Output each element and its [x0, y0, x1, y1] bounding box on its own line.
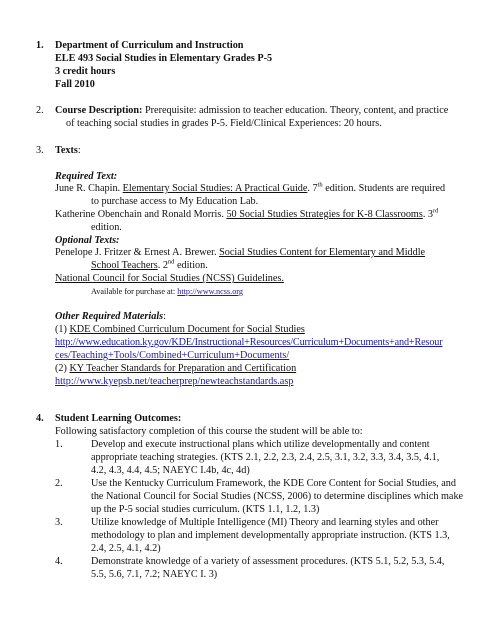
req2-mid: . 3 [422, 209, 434, 220]
course-description-heading: Course Description: [55, 105, 143, 116]
material-1-url-line-1[interactable]: http://www.education.ky.gov/KDE/Instructional+Resources/Curriculum+Documents+and+Resour [55, 337, 443, 348]
required-text-heading: Required Text: [55, 171, 118, 182]
material-1-title: KDE Combined Curriculum Document for Social Studies [69, 324, 305, 335]
texts-heading-colon: : [77, 145, 81, 156]
required-text-1 [55, 183, 445, 196]
outcome-2-line-2: the National Council for Social Studies (NCSS, 2006) to determine disciplines which make [91, 491, 464, 502]
outcome-4-line-1: Demonstrate knowledge of a variety of assessment procedures. (KTS 5.1, 5.2, 5.3, 5.4, [91, 556, 445, 567]
outcome-4-number: 4. [55, 556, 63, 567]
req2-author: Katherine Obenchain and Ronald Morris. [55, 209, 227, 220]
course-title-line: ELE 493 Social Studies in Elementary Grades P-5 [55, 53, 273, 64]
outcome-3-line-1: Utilize knowledge of Multiple Intelligence (MI) Theory and learning styles and other [91, 517, 439, 528]
outcome-2-line-1: Use the Kentucky Curriculum Framework, the KDE Core Content for Social Studies, and [91, 478, 456, 489]
material-2-number: (2) [55, 363, 70, 374]
outcome-3-line-3: 2.4, 2.5, 4.1, 4.2) [91, 543, 161, 554]
outcome-1-line-1: Develop and execute instructional plans which utilize developmentally and content [91, 439, 430, 450]
material-1-url-line-2[interactable]: ces/Teaching+Tools/Combined+Curriculum+Documents/ [55, 350, 290, 361]
opt1-sup: nd [167, 258, 175, 266]
other-materials-heading [55, 311, 166, 324]
learning-outcomes-heading: Student Learning Outcomes: [55, 413, 182, 424]
outcome-1-line-3: 4.2, 4.3, 4.4, 4.5; NAEYC I.4b, 4c, 4d) [91, 465, 250, 476]
section-3-number: 3. [36, 145, 44, 156]
optional-text-1 [55, 247, 425, 260]
course-description-text-1: Prerequisite: admission to teacher education. Theory, content, and practice [144, 105, 449, 116]
term-line: Fall 2010 [55, 79, 95, 90]
opt1-author: Penelope J. Fritzer & Ernest A. Brewer. [55, 247, 220, 258]
req1-sup: th [317, 181, 323, 189]
optional-text-1-line-2 [91, 260, 208, 273]
ncss-link[interactable]: http://www.ncss.org [177, 287, 243, 296]
outcome-1-number: 1. [55, 439, 63, 450]
opt1-mid: . 2 [157, 260, 168, 271]
material-2-title: KY Teacher Standards for Preparation and Certification [69, 363, 297, 374]
outcome-4-line-2: 5.5, 5.6, 7.1, 7.2; NAEYC I. 3) [91, 569, 218, 580]
required-text-2 [55, 209, 438, 222]
section-4-number: 4. [36, 413, 44, 424]
optional-texts-heading: Optional Texts: [55, 235, 120, 246]
course-description-text-2: of teaching social studies in grades P-5. Field/Clinical Experiences: 20 hours. [66, 118, 382, 129]
outcome-3-line-2: methodology to plan and implement developmentally appropriate instruction. (KTS 1.3, [91, 530, 450, 541]
texts-heading-label: Texts [55, 145, 78, 156]
section-2-number: 2. [36, 105, 44, 116]
section-1-number: 1. [36, 40, 44, 51]
other-materials-colon: : [163, 311, 166, 322]
material-1 [55, 324, 305, 337]
material-2 [55, 363, 296, 376]
req2-sup: rd [433, 207, 439, 215]
req1-end: edition. Students are required [322, 183, 446, 194]
req1-mid: . 7 [307, 183, 318, 194]
learning-outcomes-intro: Following satisfactory completion of this course the student will be able to: [55, 426, 363, 437]
department-line: Department of Curriculum and Instruction [55, 40, 244, 51]
ncss-guidelines-title: National Council for Social Studies (NCSS) Guidelines. [55, 273, 284, 284]
required-text-1-line-2: to purchase access to My Education Lab. [91, 196, 259, 207]
course-description-line-1 [55, 105, 448, 118]
ncss-note-text: Available for purchase at: [91, 287, 178, 296]
outcome-1-line-2: appropriate teaching strategies. (KTS 2.1, 2.2, 2.3, 2.4, 2.5, 3.1, 3.2, 3.3, 3.4, 3.5, 4.1, [91, 452, 440, 463]
req1-title: Elementary Social Studies: A Practical Guide [122, 183, 308, 194]
material-1-number: (1) [55, 324, 70, 335]
material-2-url[interactable]: http://www.kyepsb.net/teacherprep/newteachstandards.asp [55, 376, 294, 387]
opt1-end: edition. [174, 260, 208, 271]
opt1-title: Social Studies Content for Elementary and Middle [219, 247, 426, 258]
other-materials-label: Other Required Materials [55, 311, 164, 322]
texts-heading [55, 145, 81, 158]
outcome-2-number: 2. [55, 478, 63, 489]
opt1-title-2: School Teachers [91, 260, 158, 271]
req2-title: 50 Social Studies Strategies for K-8 Classrooms [226, 209, 423, 220]
ncss-purchase-note [91, 286, 243, 299]
outcome-2-line-3: up the P-5 social studies curriculum. (KTS 1.1, 1.2, 1.3) [91, 504, 320, 515]
credit-hours-line: 3 credit hours [55, 66, 116, 77]
outcome-3-number: 3. [55, 517, 63, 528]
required-text-2-line-2: edition. [91, 222, 122, 233]
req1-author: June R. Chapin. [55, 183, 123, 194]
